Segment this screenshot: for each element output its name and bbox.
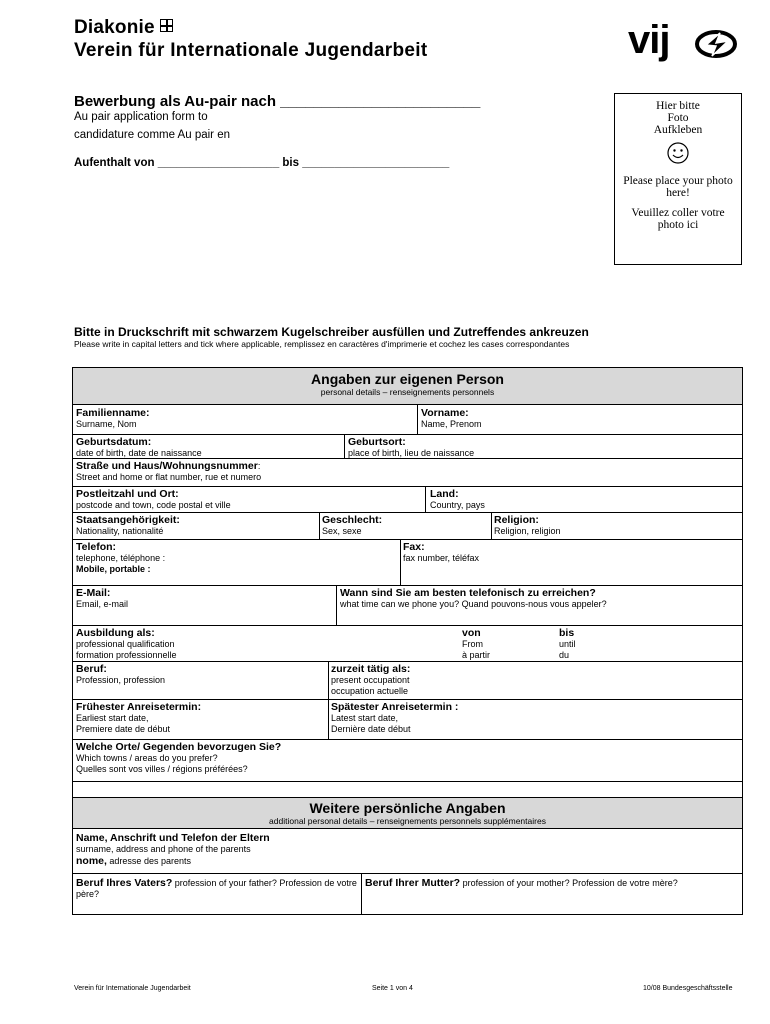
- surname-field[interactable]: Familienname: Surname, Nom: [76, 407, 150, 429]
- photo-line2: Foto: [667, 112, 689, 124]
- phone-field[interactable]: Telefon: telephone, téléphone : Mobile, portable :: [76, 541, 166, 574]
- footer-right: 10/08 Bundesgeschäftsstelle: [643, 985, 733, 992]
- photo-line3: Aufkleben: [653, 124, 703, 136]
- education-field[interactable]: Ausbildung als: professional qualification formation professionnelle: [76, 627, 177, 660]
- dob-field[interactable]: Geburtsdatum: date of birth, date de naissance: [76, 436, 202, 458]
- page-title: Bewerbung als Au-pair nach ________________________: [74, 93, 481, 110]
- fax-field[interactable]: Fax: fax number, téléfax: [403, 541, 480, 563]
- footer-page-number: Seite 1 von 4: [372, 985, 413, 992]
- email-field[interactable]: E-Mail: Email, e-mail: [76, 587, 129, 609]
- stay-period-field[interactable]: Aufenthalt von ___________________ bis _______________________: [74, 157, 450, 169]
- photo-box: [614, 93, 742, 265]
- subtitle-fr: candidature comme Au pair en: [74, 129, 230, 141]
- vij-logo-icon: [694, 29, 738, 59]
- photo-instruction-fr: Veuillez coller votre photo ici: [631, 207, 725, 231]
- earliest-start-field[interactable]: Frühester Anreisetermin: Earliest start date, Premiere date de début: [76, 701, 202, 734]
- instructions-de: Bitte in Druckschrift mit schwarzem Kugelschreiber ausfüllen und Zutreffendes ankreuzen: [74, 325, 589, 339]
- section-additional-subtitle: additional personal details – renseignements personnels supplémentaires: [269, 816, 546, 826]
- preferred-places-field[interactable]: Welche Orte/ Gegenden bevorzugen Sie? Which towns / areas do you prefer? Quelles sont vos villes / régions préférées?: [76, 741, 282, 774]
- section-additional-title: Weitere persönliche Angaben: [309, 800, 506, 816]
- org-name-vij: Verein für Internationale Jugendarbeit: [74, 40, 428, 61]
- job-field[interactable]: Beruf: Profession, profession: [76, 663, 166, 685]
- smiley-icon: [667, 142, 689, 164]
- section-personal-header: [72, 367, 743, 405]
- org-name-diakonie: [74, 17, 173, 39]
- org-line1: Diakonie: [74, 17, 155, 38]
- mother-profession-field[interactable]: Beruf Ihrer Mutter? profession of your mother? Profession de votre mère?: [365, 877, 678, 889]
- education-from-field[interactable]: von From à partir: [462, 627, 491, 660]
- street-field[interactable]: Straße und Haus/Wohnungsnummer: Street and home or flat number, rue et numero: [76, 460, 262, 482]
- current-occupation-field[interactable]: zurzeit tätig als: present occupationt occupation actuelle: [331, 663, 411, 696]
- nationality-field[interactable]: Staatsangehörigkeit: Nationality, nationalité: [76, 514, 180, 536]
- parents-field[interactable]: Name, Anschrift und Telefon der Eltern surname, address and phone of the parents nome, adresse des parents: [76, 832, 270, 867]
- photo-instruction-en: Please place your photo here!: [623, 175, 733, 199]
- section-additional-header: [72, 797, 743, 829]
- education-to-field[interactable]: bis until du: [559, 627, 576, 660]
- country-field[interactable]: Land: Country, pays: [430, 488, 485, 510]
- vij-logo-text: vij: [628, 18, 670, 62]
- instructions-other: Please write in capital letters and tick where applicable, remplissez en caractères d'imprimerie et cochez les cases correspondantes: [74, 339, 570, 349]
- section-personal-title: Angaben zur eigenen Person: [311, 371, 504, 387]
- firstname-field[interactable]: Vorname: Name, Prenom: [421, 407, 482, 429]
- section-personal-subtitle: personal details – renseignements personnels: [320, 387, 495, 397]
- postcode-field[interactable]: Postleitzahl und Ort: postcode and town, code postal et ville: [76, 488, 231, 510]
- photo-line1: Hier bitte: [656, 100, 700, 112]
- sex-field[interactable]: Geschlecht: Sex, sexe: [322, 514, 383, 536]
- pob-field[interactable]: Geburtsort: place of birth, lieu de naissance: [348, 436, 475, 458]
- latest-start-field[interactable]: Spätester Anreisetermin : Latest start date, Dernière date début: [331, 701, 459, 734]
- call-time-field[interactable]: Wann sind Sie am besten telefonisch zu erreichen? what time can we phone you? Quand pouvons-nous vous appeler?: [340, 587, 607, 609]
- footer-left: Verein für Internationale Jugendarbeit: [74, 985, 191, 992]
- subtitle-en: Au pair application form to: [74, 111, 208, 123]
- religion-field[interactable]: Religion: Religion, religion: [494, 514, 561, 536]
- father-profession-field[interactable]: Beruf Ihres Vaters? profession of your father? Profession de votre père?: [76, 877, 357, 899]
- diakonie-cross-icon: [160, 19, 173, 32]
- application-form: [72, 367, 743, 915]
